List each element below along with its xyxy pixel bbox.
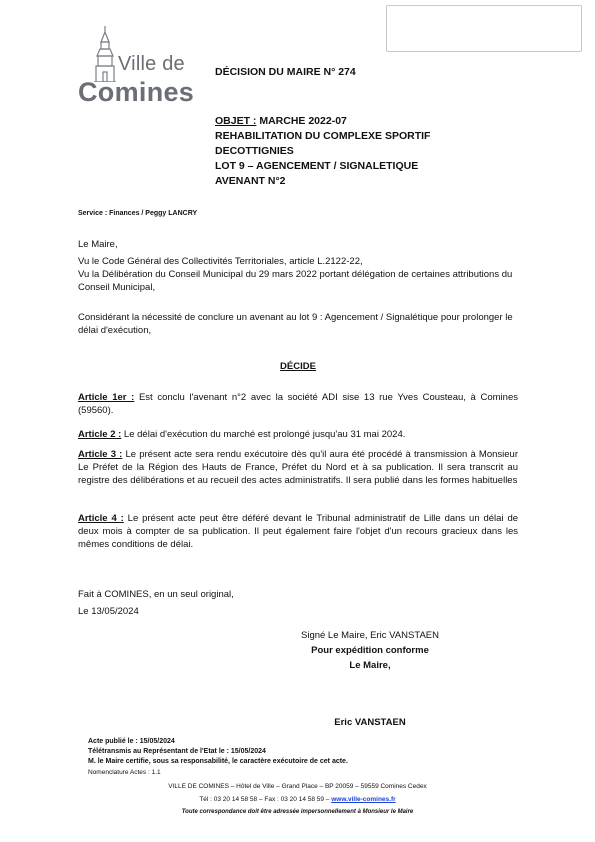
decide-heading: DÉCIDE [280, 361, 316, 372]
signature-line-1: Signé Le Maire, Eric VANSTAEN [301, 630, 439, 641]
vu-deliberation: Vu la Délibération du Conseil Municipal du 29 mars 2022 portant délégation de certaines attributions du Conseil Municipal, [78, 269, 513, 293]
article-4-text: Le présent acte peut être déféré devant le Tribunal administratif de Lille dans un délai de deux mois à compter de sa publication. Il peut également faire l'objet d'un recours gracieux dans les mêmes conditions de délai. [78, 513, 519, 550]
service-line: Service : Finances / Peggy LANCRY [78, 210, 198, 217]
signatory-name: Eric VANSTAEN [334, 717, 406, 728]
article-3 [78, 448, 518, 487]
le-maire: Le Maire, [78, 239, 118, 250]
signature-line-2: Pour expédition conforme [311, 645, 429, 656]
objet-label: OBJET : [215, 115, 257, 127]
logo-comines: Comines [78, 77, 195, 107]
article-4-label: Article 4 : [78, 513, 124, 524]
date-line: Le 13/05/2024 [78, 606, 139, 617]
nomenclature: Nomenclature Actes : 1.1 [88, 769, 161, 776]
article-1-text: Est conclu l'avenant n°2 avec la société ADI sise 13 rue Yves Cousteau, à Comines (59560). [78, 392, 518, 416]
article-2 [78, 428, 518, 441]
signature-line-3: Le Maire, [349, 660, 391, 671]
website-link[interactable]: www.ville-comines.fr [331, 796, 396, 803]
footer-correspondance: Toute correspondance doit être adressée impersonnellement à Monsieur le Maire [181, 809, 414, 815]
belfry-icon [92, 26, 118, 82]
vu-cgct: Vu le Code Général des Collectivités Territoriales, article L.2122-22, [78, 256, 363, 267]
article-2-text: Le délai d'exécution du marché est prolongé jusqu'au 31 mai 2024. [121, 429, 406, 440]
objet-line-4: LOT 9 – AGENCEMENT / SIGNALETIQUE [215, 160, 419, 172]
article-2-label: Article 2 : [78, 429, 122, 440]
article-4 [78, 512, 518, 551]
considerant: Considérant la nécessité de conclure un avenant au lot 9 : Agencement / Signalétique pour prolonger le délai d'exécution, [78, 312, 513, 336]
stamp-box [386, 5, 582, 52]
city-logo [78, 26, 198, 108]
decision-title: DÉCISION DU MAIRE N° 274 [215, 66, 356, 78]
article-3-label: Article 3 : [78, 449, 123, 460]
footer-contact [60, 795, 535, 805]
objet-line-3: DECOTTIGNIES [215, 145, 294, 157]
article-1 [78, 391, 518, 417]
signature-block [222, 628, 518, 673]
footer-tel: Tél : 03 20 14 58 58 – Fax : 03 20 14 58 59 – [199, 796, 332, 803]
logo-ville-de: Ville de [118, 53, 185, 75]
objet-line-1: OBJET : MARCHE 2022-07 [215, 115, 347, 127]
acte-publie: Acte publié le : 15/05/2024 [88, 738, 175, 745]
objet-block [215, 114, 430, 189]
article-3-text: Le présent acte sera rendu exécutoire dès qu'il aura été procédé à transmission à Monsieur Le Préfet de la Région des Hauts de France, Préfet du Nord et à sa publication. Il sera transcrit au registre des délibérations et au recueil des actes administratifs. Il sera publié dans les formes habituelles [78, 449, 519, 486]
teletransmis: Télétransmis au Représentant de l'Etat le : 15/05/2024 [88, 748, 266, 755]
article-1-label: Article 1er : [78, 392, 135, 403]
footer-publication [88, 737, 348, 767]
footer-address: VILLE DE COMINES – Hôtel de Ville – Grand Place – BP 20059 – 59559 Comines Cedex [168, 783, 427, 790]
objet-line-2: REHABILITATION DU COMPLEXE SPORTIF [215, 130, 431, 142]
fait-a: Fait à COMINES, en un seul original, [78, 589, 234, 600]
certifie: M. le Maire certifie, sous sa responsabilité, le caractère exécutoire de cet acte. [88, 758, 348, 765]
objet-line-5: AVENANT N°2 [215, 175, 286, 187]
